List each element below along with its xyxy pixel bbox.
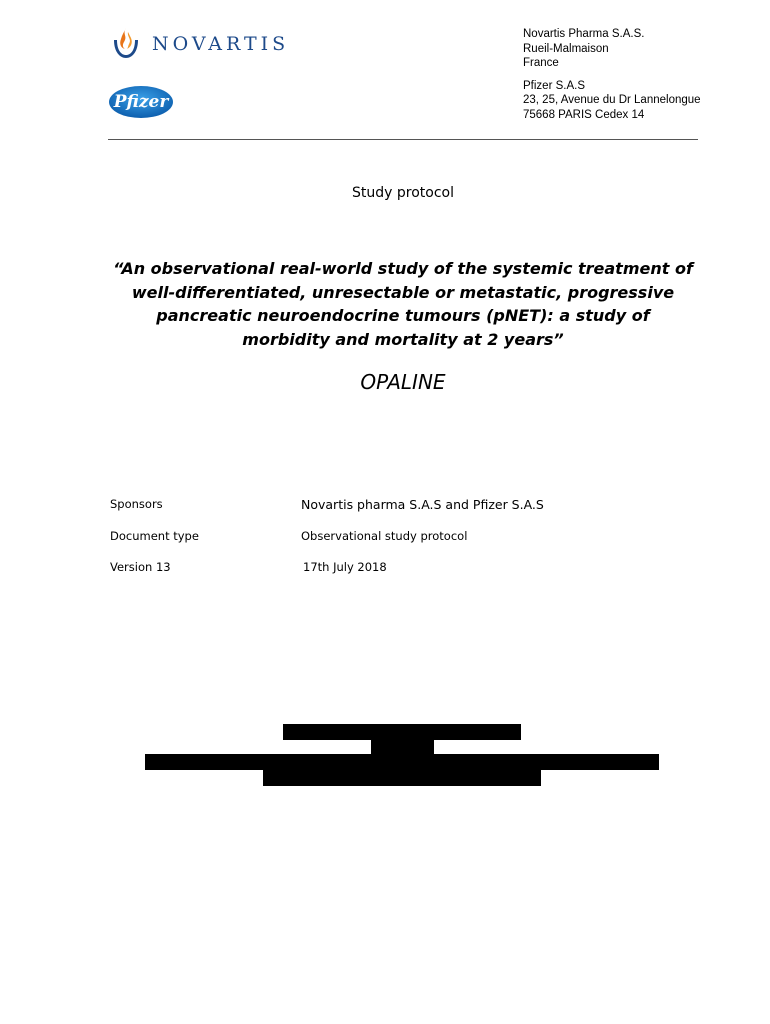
document-kind: Study protocol bbox=[352, 185, 454, 201]
redaction-bar bbox=[371, 740, 434, 754]
address-line: Pfizer S.A.S bbox=[523, 79, 585, 92]
version-date: 17th July 2018 bbox=[303, 560, 387, 574]
header-divider bbox=[108, 139, 698, 140]
document-type-label: Document type bbox=[110, 529, 199, 543]
study-acronym: OPALINE bbox=[360, 370, 446, 394]
address-line: France bbox=[523, 57, 559, 69]
document-type-value: Observational study protocol bbox=[301, 529, 468, 543]
redaction-bar bbox=[145, 754, 659, 770]
novartis-flame-icon bbox=[110, 26, 142, 60]
sponsor-addresses bbox=[523, 27, 701, 122]
sponsors-value: Novartis pharma S.A.S and Pfizer S.A.S bbox=[301, 497, 544, 512]
redaction-bar bbox=[263, 770, 541, 786]
novartis-logo bbox=[110, 26, 310, 62]
version-label: Version 13 bbox=[110, 560, 171, 574]
study-title: “An observational real-world study of the systemic treatment of well-differentiated, unresectable or metastatic, progressive pancreatic neuroendocrine tumours (pNET): a study of morbidity and mortality at 2 years” bbox=[113, 259, 693, 349]
address-line: 75668 PARIS Cedex 14 bbox=[523, 108, 645, 121]
address-line: Rueil-Malmaison bbox=[523, 42, 609, 55]
pfizer-wordmark: Pfizer bbox=[113, 92, 169, 112]
redaction-bar bbox=[283, 724, 521, 740]
address-line: Novartis Pharma S.A.S. bbox=[523, 28, 645, 40]
address-line: 23, 25, Avenue du Dr Lannelongue bbox=[523, 94, 701, 106]
pfizer-logo bbox=[108, 84, 174, 120]
sponsors-label: Sponsors bbox=[110, 497, 163, 511]
novartis-wordmark: NOVARTIS bbox=[152, 33, 290, 55]
